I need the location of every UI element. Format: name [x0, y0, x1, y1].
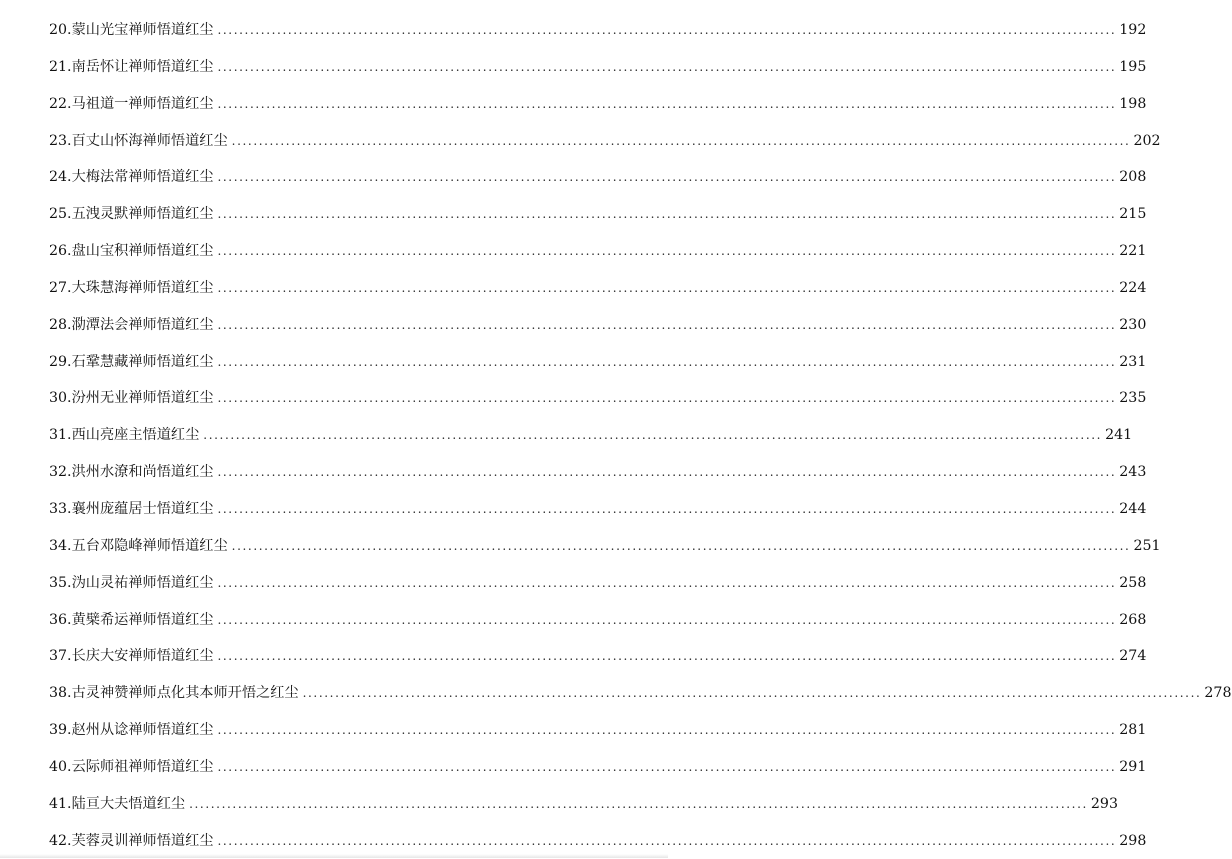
toc-entry-27[interactable]: [49, 270, 1147, 307]
toc-dot-leader: ......................................................................................................................................................................: [217, 649, 1117, 664]
toc-entry-35[interactable]: [49, 565, 1147, 602]
toc-entry-34[interactable]: [49, 528, 1161, 565]
toc-dot-leader: ......................................................................................................................................................................: [217, 170, 1117, 185]
toc-entry-title: 长庆大安禅师悟道红尘: [71, 648, 214, 665]
toc-entry-title: 赵州从谂禅师悟道红尘: [71, 722, 214, 739]
toc-entry-39[interactable]: [49, 712, 1147, 749]
toc-entry-28[interactable]: [49, 307, 1147, 344]
toc-dot-leader: ......................................................................................................................................................................: [217, 612, 1117, 627]
toc-entry-number: 37.: [49, 648, 72, 665]
toc-dot-leader: ......................................................................................................................................................................: [217, 759, 1117, 774]
toc-entry-number: 38.: [49, 685, 72, 702]
toc-dot-leader: ......................................................................................................................................................................: [217, 317, 1117, 332]
toc-entry-40[interactable]: [49, 749, 1147, 786]
toc-entry-number: 32.: [49, 464, 72, 481]
toc-dot-leader: ......................................................................................................................................................................: [217, 96, 1117, 111]
toc-entry-number: 34.: [49, 537, 72, 554]
toc-dot-leader: ......................................................................................................................................................................: [217, 354, 1117, 369]
toc-entry-title: 大珠慧海禅师悟道红尘: [71, 279, 214, 296]
toc-entry-37[interactable]: [49, 638, 1147, 675]
toc-entry-title: 大梅法常禅师悟道红尘: [71, 169, 214, 186]
toc-entry-title: 西山亮座主悟道红尘: [71, 427, 200, 444]
toc-dot-leader: ......................................................................................................................................................................: [217, 391, 1117, 406]
toc-entry-number: 23.: [49, 132, 72, 149]
page-bottom-edge: [0, 854, 668, 858]
toc-entry-32[interactable]: [49, 454, 1147, 491]
toc-entry-title: 芙蓉灵训禅师悟道红尘: [71, 832, 214, 849]
toc-entry-page: 231: [1119, 353, 1147, 370]
toc-entry-page: 258: [1119, 574, 1147, 591]
toc-dot-leader: ......................................................................................................................................................................: [217, 833, 1117, 848]
toc-entry-page: 293: [1090, 795, 1118, 812]
toc-entry-29[interactable]: [49, 344, 1147, 381]
toc-dot-leader: ......................................................................................................................................................................: [217, 244, 1117, 259]
toc-entry-title: 五洩灵默禅师悟道红尘: [71, 206, 214, 223]
toc-dot-leader: ......................................................................................................................................................................: [217, 23, 1117, 37]
toc-dot-leader: ......................................................................................................................................................................: [217, 723, 1117, 738]
toc-entry-title: 襄州庞蕴居士悟道红尘: [71, 500, 214, 517]
toc-dot-leader: ......................................................................................................................................................................: [231, 538, 1131, 553]
toc-entry-page: 221: [1119, 243, 1147, 260]
toc-entry-number: 22.: [49, 95, 72, 112]
toc-dot-leader: ......................................................................................................................................................................: [203, 428, 1103, 443]
toc-entry-title: 百丈山怀海禅师悟道红尘: [71, 132, 228, 149]
toc-entry-page: 274: [1119, 648, 1147, 665]
toc-dot-leader: ......................................................................................................................................................................: [231, 133, 1131, 148]
toc-entry-number: 26.: [49, 243, 72, 260]
toc-entry-number: 30.: [49, 390, 72, 407]
toc-entry-number: 33.: [49, 500, 72, 517]
toc-entry-page: 208: [1119, 169, 1147, 186]
toc-entry-page: 291: [1119, 758, 1147, 775]
toc-entry-title: 汾州无业禅师悟道红尘: [71, 390, 214, 407]
toc-entry-title: 五台邓隐峰禅师悟道红尘: [71, 537, 228, 554]
toc-entry-title: 马祖道一禅师悟道红尘: [71, 95, 214, 112]
toc-entry-38[interactable]: [49, 675, 1232, 712]
toc-entry-page: 224: [1119, 279, 1147, 296]
toc-entry-number: 36.: [49, 611, 72, 628]
toc-dot-leader: ......................................................................................................................................................................: [217, 280, 1117, 295]
toc-entry-number: 27.: [49, 279, 72, 296]
toc-entry-page: 215: [1119, 206, 1147, 223]
toc-entry-22[interactable]: [49, 86, 1147, 123]
toc-entry-page: 230: [1119, 316, 1147, 333]
toc-entry-number: 24.: [49, 169, 72, 186]
toc-entry-36[interactable]: [49, 602, 1147, 639]
toc-dot-leader: ......................................................................................................................................................................: [217, 207, 1117, 222]
toc-entry-page: 195: [1119, 58, 1147, 75]
toc-entry-page: 243: [1119, 464, 1147, 481]
toc-entry-title: 沩山灵祐禅师悟道红尘: [71, 574, 214, 591]
toc-entry-25[interactable]: [49, 196, 1147, 233]
toc-entry-page: 268: [1119, 611, 1147, 628]
toc-entry-33[interactable]: [49, 491, 1147, 528]
toc-entry-number: 35.: [49, 574, 72, 591]
table-of-contents: [49, 12, 1232, 859]
toc-dot-leader: ......................................................................................................................................................................: [217, 465, 1117, 480]
toc-entry-page: 298: [1119, 832, 1147, 849]
toc-entry-page: 278: [1204, 685, 1232, 702]
toc-entry-number: 40.: [49, 758, 72, 775]
toc-entry-page: 198: [1119, 95, 1147, 112]
toc-entry-number: 39.: [49, 722, 72, 739]
toc-entry-20[interactable]: [49, 12, 1147, 49]
toc-dot-leader: ......................................................................................................................................................................: [217, 575, 1117, 590]
toc-entry-30[interactable]: [49, 380, 1147, 417]
toc-entry-number: 20.: [49, 22, 72, 38]
toc-entry-page: 202: [1133, 132, 1161, 149]
toc-dot-leader: ......................................................................................................................................................................: [189, 796, 1088, 811]
toc-entry-number: 28.: [49, 316, 72, 333]
toc-dot-leader: ......................................................................................................................................................................: [302, 686, 1202, 701]
toc-entry-page: 244: [1119, 500, 1147, 517]
toc-entry-number: 25.: [49, 206, 72, 223]
toc-entry-title: 黄檗希运禅师悟道红尘: [71, 611, 214, 628]
toc-entry-number: 21.: [49, 58, 72, 75]
toc-entry-page: 241: [1105, 427, 1133, 444]
toc-entry-number: 41.: [49, 795, 72, 812]
toc-entry-23[interactable]: [49, 123, 1161, 160]
toc-entry-number: 42.: [49, 832, 72, 849]
toc-entry-number: 29.: [49, 353, 72, 370]
toc-entry-title: 洪州水潦和尚悟道红尘: [71, 464, 214, 481]
toc-dot-leader: ......................................................................................................................................................................: [217, 59, 1117, 74]
toc-entry-page: 235: [1119, 390, 1147, 407]
toc-entry-title: 古灵神赞禅师点化其本师开悟之红尘: [71, 685, 299, 702]
toc-dot-leader: ......................................................................................................................................................................: [217, 501, 1117, 516]
toc-entry-21[interactable]: [49, 49, 1147, 86]
toc-entry-title: 泐潭法会禅师悟道红尘: [71, 316, 214, 333]
toc-entry-title: 云际师祖禅师悟道红尘: [71, 758, 214, 775]
toc-entry-title: 石鞏慧藏禅师悟道红尘: [71, 353, 214, 370]
toc-entry-page: 251: [1133, 537, 1161, 554]
toc-entry-31[interactable]: [49, 417, 1133, 454]
toc-entry-title: 盘山宝积禅师悟道红尘: [71, 243, 214, 260]
toc-entry-number: 31.: [49, 427, 72, 444]
toc-entry-page: 192: [1119, 22, 1147, 38]
toc-entry-title: 蒙山光宝禅师悟道红尘: [71, 22, 214, 38]
toc-entry-41[interactable]: [49, 786, 1118, 823]
toc-entry-title: 南岳怀让禅师悟道红尘: [71, 58, 214, 75]
toc-entry-title: 陆亘大夫悟道红尘: [71, 795, 186, 812]
toc-entry-24[interactable]: [49, 159, 1147, 196]
toc-entry-page: 281: [1119, 722, 1147, 739]
toc-entry-26[interactable]: [49, 233, 1147, 270]
